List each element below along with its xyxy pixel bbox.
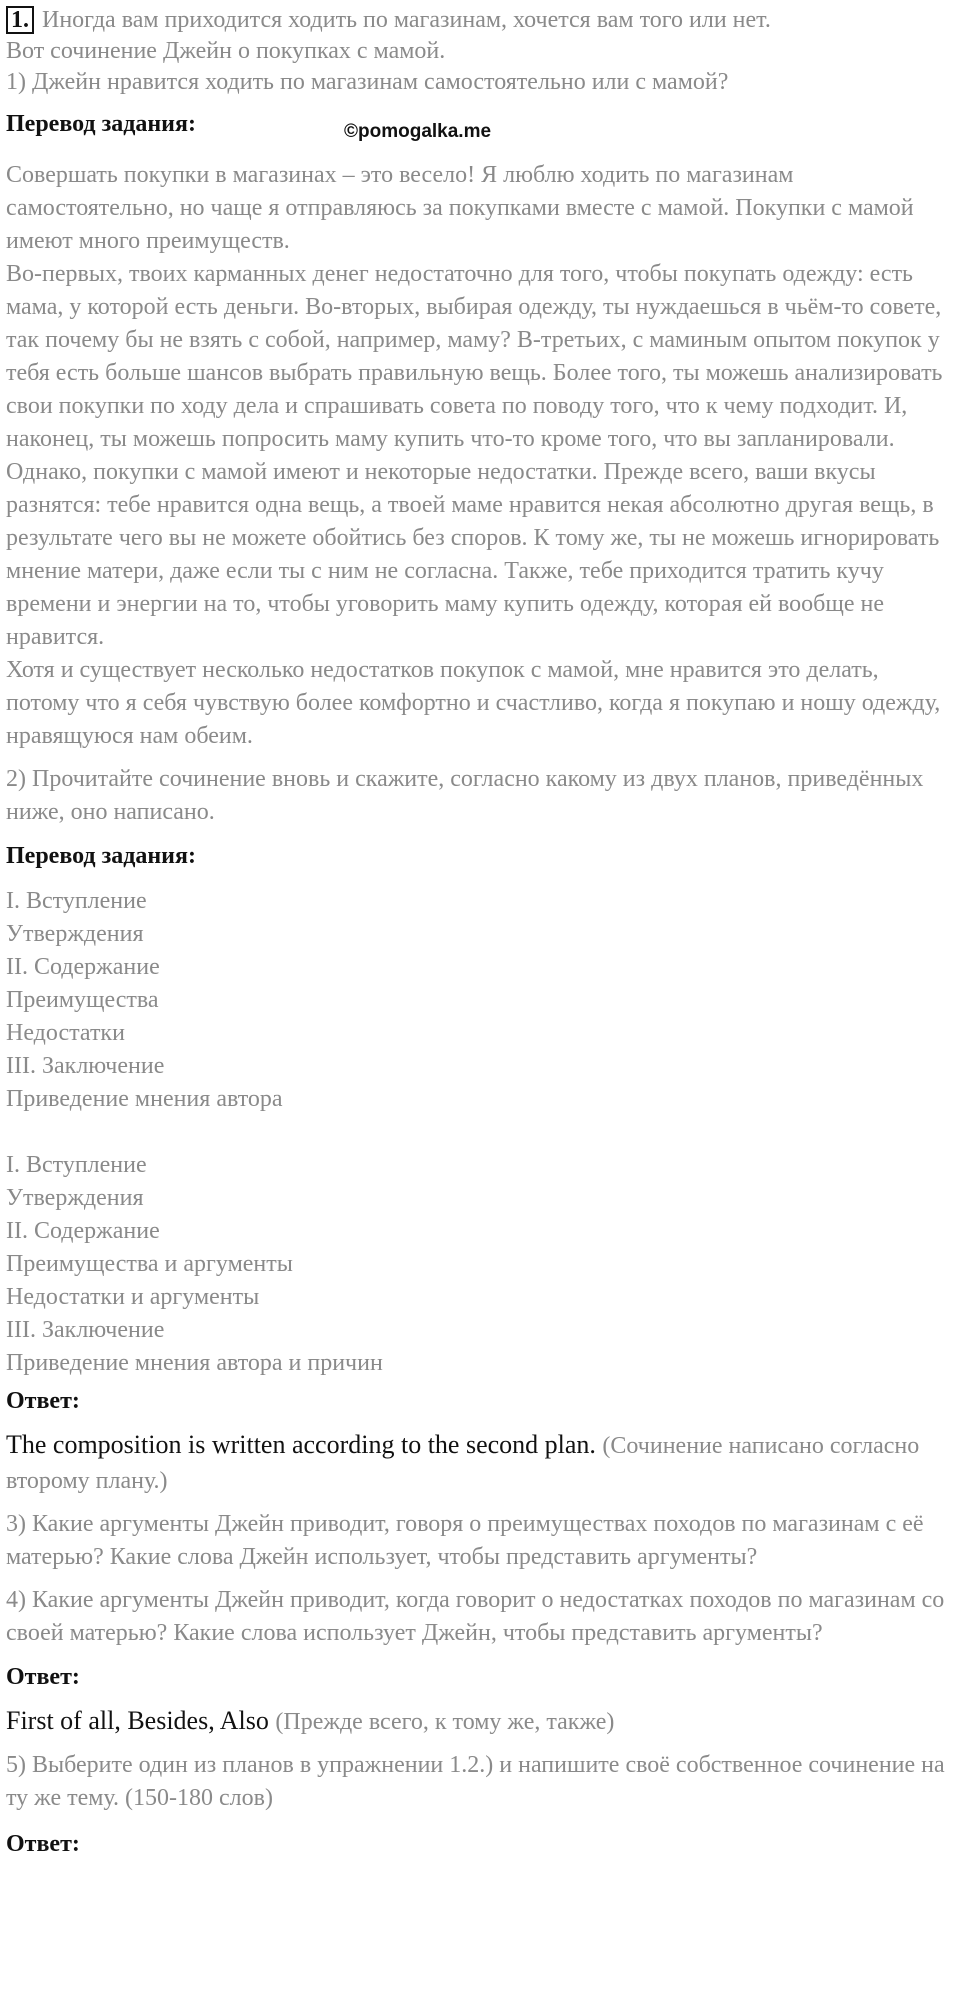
watermark: ©pomogalka.me	[344, 121, 492, 142]
answer-heading-3: Ответ:	[6, 1831, 80, 1857]
answer-2-english: First of all, Besides, Also	[6, 1706, 269, 1735]
essay-paragraph: Во-первых, твоих карманных денег недостаточно для того, чтобы покупать одежду: есть мама, у которой есть деньги. Во-вторых, выбирая одежду, ты нуждаешься в чьём-то совете, так почему бы не взять с собой, например, маму? В-третьих, с маминым опытом покупок у тебя есть больше шансов выбрать правильную вещь. Более того, ты можешь анализировать свои покупки по ходу дела и спрашивать совета по поводу того, что к чему подходит. И, наконец, ты можешь попросить маму купить что-то кроме того, что вы запланировали.	[6, 261, 943, 452]
question-4: 4) Какие аргументы Джейн приводит, когда говорит о недостатках походов по магазинам со своей матерью? Какие слова использует Джейн, чтобы представить аргументы?	[6, 1587, 945, 1646]
question-5: 5) Выберите один из планов в упражнении 1.2.) и напишите своё собственное сочинение на ту же тему. (150-180 слов)	[6, 1752, 945, 1811]
answer-heading-1: Ответ:	[6, 1388, 80, 1414]
plan-item: Приведение мнения автора и причин	[6, 1350, 383, 1376]
essay-paragraph: Совершать покупки в магазинах – это весело! Я люблю ходить по магазинам самостоятельно, но чаще я отправляюсь за покупками вместе с мамой. Покупки с мамой имеют много преимуществ.	[6, 162, 914, 254]
plan-item: III. Заключение	[6, 1317, 165, 1343]
plan-item: Преимущества и аргументы	[6, 1251, 293, 1277]
intro-line-2: Вот сочинение Джейн о покупках с мамой.	[6, 38, 446, 64]
answer-2-translation: (Прежде всего, к тому же, также)	[275, 1709, 615, 1735]
plan-item: II. Содержание	[6, 1218, 160, 1244]
answer-heading-2: Ответ:	[6, 1664, 80, 1690]
plan-item: Утверждения	[6, 1185, 144, 1211]
answer-2	[6, 1704, 960, 1739]
plan-item: Утверждения	[6, 921, 144, 947]
plan-1	[6, 885, 960, 1116]
plan-item: I. Вступление	[6, 888, 147, 914]
essay	[6, 159, 956, 753]
essay-paragraph: Хотя и существует несколько недостатков покупок с мамой, мне нравится это делать, потому что я себя чувствую более комфортно и счастливо, когда я покупаю и ношу одежду, нравящуюся нам обеим.	[6, 657, 941, 749]
plan-2	[6, 1149, 960, 1380]
intro-block	[6, 0, 960, 99]
answer-1	[6, 1428, 956, 1498]
plan-item: Недостатки и аргументы	[6, 1284, 260, 1310]
intro-line-1: 1. Иногда вам приходится ходить по магазинам, хочется вам того или нет.	[6, 4, 960, 37]
plan-item: Приведение мнения автора	[6, 1086, 283, 1112]
answer-1-translation: (Сочинение написано согласно второму плану.)	[6, 1433, 920, 1494]
translation-heading-2: Перевод задания:	[6, 843, 196, 869]
plan-item: III. Заключение	[6, 1053, 165, 1079]
question-1: 1) Джейн нравится ходить по магазинам самостоятельно или с мамой?	[6, 69, 729, 95]
plan-item: Преимущества	[6, 987, 159, 1013]
question-2: 2) Прочитайте сочинение вновь и скажите, согласно какому из двух планов, приведённых ниже, оно написано.	[6, 766, 924, 825]
essay-paragraph: Однако, покупки с мамой имеют и некоторые недостатки. Прежде всего, ваши вкусы разнятся: тебе нравится одна вещь, а твоей маме нравится некая абсолютно другая вещь, в результате чего вы не можете обойтись без споров. К тому же, ты не можешь игнорировать мнение матери, даже если ты с ним не согласна. Также, тебе приходится тратить кучу времени и энергии на то, чтобы уговорить маму купить одежду, которая ей вообще не нравится.	[6, 459, 940, 650]
plan-item: Недостатки	[6, 1020, 125, 1046]
task-number-badge: 1.	[6, 6, 34, 34]
answer-1-english: The composition is written according to the second plan.	[6, 1430, 596, 1459]
plan-item: II. Содержание	[6, 954, 160, 980]
question-3: 3) Какие аргументы Джейн приводит, говоря о преимуществах походов по магазинам с её матерью? Какие слова Джейн использует, чтобы представить аргументы?	[6, 1511, 924, 1570]
plan-item: I. Вступление	[6, 1152, 147, 1178]
translation-heading-1: Перевод задания:	[6, 111, 196, 137]
